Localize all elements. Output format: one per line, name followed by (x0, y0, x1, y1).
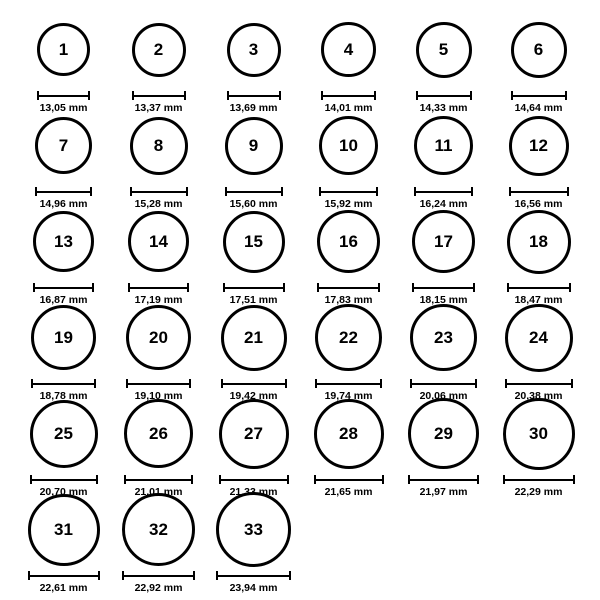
ring-size-cell (396, 396, 491, 498)
diameter-value: 16,56 mm (514, 198, 563, 210)
ring-size-cell (111, 108, 206, 210)
ring-size-cell (396, 12, 491, 114)
ring-size-row (0, 300, 600, 402)
diameter-measure-bar-icon (315, 379, 382, 388)
ring-size-label: 25 (54, 424, 73, 443)
ring-size-label: 23 (434, 328, 453, 347)
diameter-value: 22,61 mm (39, 582, 88, 594)
diameter-value: 21,01 mm (134, 486, 183, 498)
ring-circle-icon (122, 493, 195, 566)
ring-circle-wrap (315, 300, 382, 375)
ring-circle-icon (126, 305, 191, 370)
diameter-measure-bar-icon (225, 187, 283, 196)
ring-size-label: 16 (339, 232, 358, 251)
diameter-value: 15,60 mm (229, 198, 278, 210)
diameter-measure-bar-icon (216, 571, 291, 580)
ring-circle-icon (505, 304, 573, 372)
diameter-measure-bar-icon (321, 91, 376, 100)
ring-size-label: 17 (434, 232, 453, 251)
diameter-measure-bar-icon (31, 379, 96, 388)
ring-size-label: 18 (529, 232, 548, 251)
diameter-value: 13,05 mm (39, 102, 88, 114)
diameter-measure-bar-icon (28, 571, 100, 580)
ring-size-label: 15 (244, 232, 263, 251)
ring-circle-icon (503, 398, 575, 470)
ring-size-cell (111, 204, 206, 306)
ring-size-label: 32 (149, 520, 168, 539)
diameter-measure-bar-icon (37, 91, 90, 100)
diameter-measure-bar-icon (30, 475, 98, 484)
diameter-value: 17,19 mm (134, 294, 183, 306)
ring-size-label: 30 (529, 424, 548, 443)
ring-size-label: 27 (244, 424, 263, 443)
diameter-measure-bar-icon (221, 379, 287, 388)
diameter-measure-bar-icon (128, 283, 189, 292)
ring-size-label: 21 (244, 328, 263, 347)
ring-size-label: 19 (54, 328, 73, 347)
ring-circle-icon (410, 304, 477, 371)
ring-circle-icon (124, 399, 193, 468)
ring-size-cell (206, 492, 301, 594)
ring-size-label: 8 (153, 136, 164, 155)
ring-circle-wrap (511, 12, 567, 87)
diameter-measure-bar-icon (503, 475, 575, 484)
ring-size-cell (111, 396, 206, 498)
ring-circle-wrap (28, 492, 100, 567)
diameter-value: 21,33 mm (229, 486, 278, 498)
ring-size-cell (491, 396, 586, 498)
diameter-value: 13,69 mm (229, 102, 278, 114)
ring-size-cell (396, 108, 491, 210)
ring-size-label: 9 (248, 136, 259, 155)
ring-size-cell (206, 396, 301, 498)
ring-circle-wrap (30, 396, 98, 471)
diameter-measure-bar-icon (412, 283, 475, 292)
diameter-measure-bar-icon (35, 187, 92, 196)
ring-circle-wrap (321, 12, 376, 87)
ring-size-cell (491, 108, 586, 210)
diameter-measure-bar-icon (132, 91, 186, 100)
diameter-value: 16,87 mm (39, 294, 88, 306)
ring-circle-wrap (128, 204, 189, 279)
ring-size-cell (396, 204, 491, 306)
ring-size-label: 20 (149, 328, 168, 347)
ring-circle-icon (31, 305, 96, 370)
ring-size-label: 31 (54, 520, 73, 539)
diameter-value: 14,96 mm (39, 198, 88, 210)
ring-size-cell (301, 204, 396, 306)
ring-circle-icon (321, 22, 376, 77)
diameter-value: 14,64 mm (514, 102, 563, 114)
ring-size-label: 26 (149, 424, 168, 443)
ring-circle-icon (408, 398, 479, 469)
ring-size-label: 14 (149, 232, 168, 251)
diameter-value: 18,47 mm (514, 294, 563, 306)
ring-size-label: 22 (339, 328, 358, 347)
ring-size-row (0, 204, 600, 306)
ring-size-label: 12 (529, 136, 548, 155)
ring-size-cell (491, 12, 586, 114)
ring-circle-wrap (126, 300, 191, 375)
ring-circle-wrap (227, 12, 281, 87)
ring-size-label: 3 (248, 40, 259, 59)
diameter-value: 19,42 mm (229, 390, 278, 402)
ring-circle-icon (223, 211, 285, 273)
ring-circle-icon (315, 304, 382, 371)
ring-size-label: 13 (54, 232, 73, 251)
diameter-value: 19,10 mm (134, 390, 183, 402)
ring-circle-icon (416, 22, 472, 78)
ring-size-row (0, 12, 600, 114)
ring-size-label: 5 (438, 40, 449, 59)
ring-size-label: 1 (58, 40, 69, 59)
ring-circle-icon (128, 211, 189, 272)
ring-circle-icon (317, 210, 380, 273)
diameter-value: 18,78 mm (39, 390, 88, 402)
ring-size-label: 28 (339, 424, 358, 443)
diameter-measure-bar-icon (410, 379, 477, 388)
ring-circle-icon (225, 117, 283, 175)
ring-circle-wrap (130, 108, 188, 183)
ring-circle-wrap (225, 108, 283, 183)
ring-circle-icon (37, 23, 90, 76)
ring-size-label: 7 (58, 136, 69, 155)
ring-size-cell (301, 396, 396, 498)
ring-circle-icon (30, 400, 98, 468)
ring-size-cell (111, 300, 206, 402)
ring-size-cell (16, 300, 111, 402)
ring-size-cell (491, 300, 586, 402)
ring-size-cell (206, 108, 301, 210)
diameter-measure-bar-icon (314, 475, 384, 484)
diameter-measure-bar-icon (126, 379, 191, 388)
diameter-value: 18,15 mm (419, 294, 468, 306)
diameter-value: 19,74 mm (324, 390, 373, 402)
diameter-measure-bar-icon (509, 187, 569, 196)
ring-circle-wrap (414, 108, 473, 183)
diameter-value: 17,51 mm (229, 294, 278, 306)
ring-size-row (0, 108, 600, 210)
ring-circle-wrap (410, 300, 477, 375)
ring-circle-wrap (219, 396, 289, 471)
ring-circle-wrap (503, 396, 575, 471)
ring-circle-wrap (37, 12, 90, 87)
ring-size-cell (301, 12, 396, 114)
ring-size-cell (206, 12, 301, 114)
diameter-measure-bar-icon (416, 91, 472, 100)
diameter-value: 13,37 mm (134, 102, 183, 114)
diameter-measure-bar-icon (317, 283, 380, 292)
ring-size-label: 4 (343, 40, 354, 59)
ring-size-cell (16, 12, 111, 114)
ring-circle-icon (507, 210, 571, 274)
ring-circle-icon (219, 399, 289, 469)
ring-size-row (0, 492, 600, 594)
ring-circle-icon (216, 492, 291, 567)
ring-size-cell (206, 300, 301, 402)
diameter-value: 20,70 mm (39, 486, 88, 498)
ring-circle-wrap (507, 204, 571, 279)
ring-circle-icon (221, 305, 287, 371)
ring-size-cell (301, 300, 396, 402)
ring-circle-wrap (505, 300, 573, 375)
diameter-measure-bar-icon (414, 187, 473, 196)
ring-circle-icon (412, 210, 475, 273)
ring-size-cell (16, 492, 111, 594)
ring-circle-wrap (317, 204, 380, 279)
ring-circle-wrap (132, 12, 186, 87)
diameter-measure-bar-icon (511, 91, 567, 100)
ring-size-cell (111, 12, 206, 114)
ring-circle-icon (33, 211, 94, 272)
ring-size-cell (206, 204, 301, 306)
diameter-value: 16,24 mm (419, 198, 468, 210)
ring-size-cell (396, 300, 491, 402)
ring-circle-icon (227, 23, 281, 77)
ring-circle-icon (314, 399, 384, 469)
ring-circle-icon (414, 116, 473, 175)
ring-circle-wrap (416, 12, 472, 87)
ring-circle-icon (35, 117, 92, 174)
ring-size-label: 11 (434, 136, 453, 155)
ring-circle-wrap (319, 108, 378, 183)
ring-circle-icon (509, 116, 569, 176)
ring-circle-wrap (124, 396, 193, 471)
ring-circle-wrap (412, 204, 475, 279)
diameter-measure-bar-icon (122, 571, 195, 580)
ring-size-label: 6 (533, 40, 544, 59)
ring-circle-wrap (314, 396, 384, 471)
ring-circle-icon (28, 494, 100, 566)
ring-size-cell (301, 108, 396, 210)
ring-circle-wrap (509, 108, 569, 183)
ring-circle-wrap (216, 492, 291, 567)
diameter-value: 21,65 mm (324, 486, 373, 498)
diameter-value: 23,94 mm (229, 582, 278, 594)
ring-circle-wrap (408, 396, 479, 471)
ring-circle-wrap (122, 492, 195, 567)
diameter-measure-bar-icon (130, 187, 188, 196)
ring-circle-wrap (33, 204, 94, 279)
diameter-value: 20,06 mm (419, 390, 468, 402)
ring-size-row (0, 396, 600, 498)
ring-size-label: 24 (529, 328, 548, 347)
ring-circle-icon (319, 116, 378, 175)
ring-circle-wrap (223, 204, 285, 279)
diameter-measure-bar-icon (227, 91, 281, 100)
ring-size-cell (16, 204, 111, 306)
diameter-value: 21,97 mm (419, 486, 468, 498)
diameter-value: 17,83 mm (324, 294, 373, 306)
ring-size-label: 2 (153, 40, 164, 59)
diameter-measure-bar-icon (505, 379, 573, 388)
diameter-measure-bar-icon (507, 283, 571, 292)
ring-size-cell (491, 204, 586, 306)
ring-size-label: 29 (434, 424, 453, 443)
ring-circle-icon (130, 117, 188, 175)
diameter-value: 15,92 mm (324, 198, 373, 210)
diameter-measure-bar-icon (124, 475, 193, 484)
ring-size-cell (16, 396, 111, 498)
ring-circle-wrap (221, 300, 287, 375)
diameter-measure-bar-icon (408, 475, 479, 484)
diameter-value: 14,01 mm (324, 102, 373, 114)
ring-size-cell (16, 108, 111, 210)
diameter-value: 22,92 mm (134, 582, 183, 594)
ring-circle-wrap (35, 108, 92, 183)
ring-size-cell (111, 492, 206, 594)
ring-circle-icon (132, 23, 186, 77)
diameter-measure-bar-icon (219, 475, 289, 484)
diameter-measure-bar-icon (33, 283, 94, 292)
ring-size-label: 33 (244, 520, 263, 539)
ring-circle-icon (511, 22, 567, 78)
ring-circle-wrap (31, 300, 96, 375)
diameter-value: 20,38 mm (514, 390, 563, 402)
diameter-value: 15,28 mm (134, 198, 183, 210)
diameter-value: 22,29 mm (514, 486, 563, 498)
diameter-measure-bar-icon (223, 283, 285, 292)
diameter-value: 14,33 mm (419, 102, 468, 114)
diameter-measure-bar-icon (319, 187, 378, 196)
ring-size-label: 10 (339, 136, 358, 155)
